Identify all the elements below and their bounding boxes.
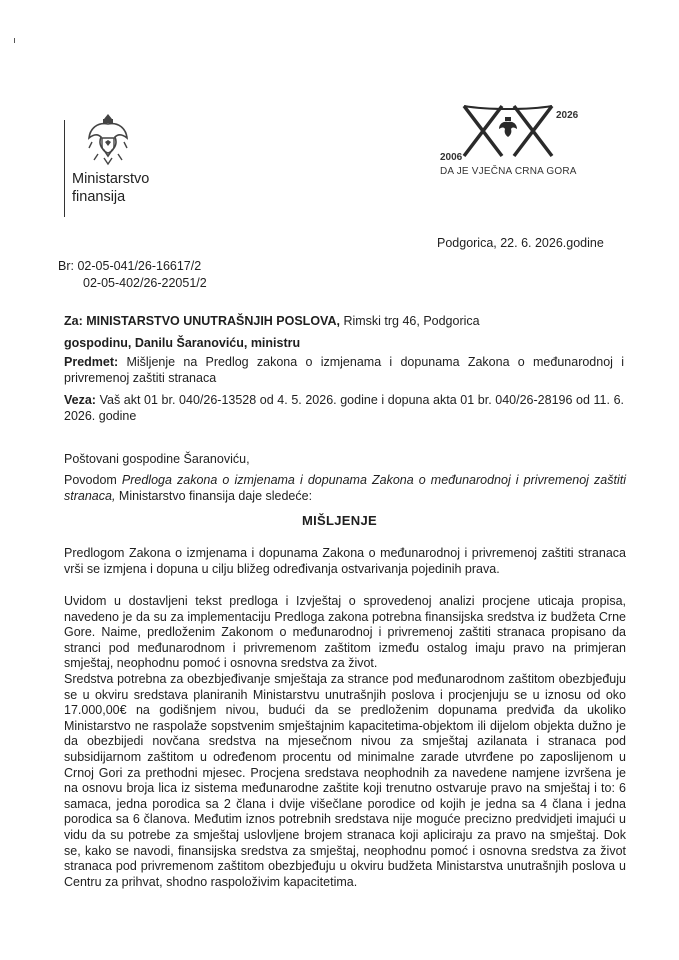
logo-year-start: 2006 [440,152,463,163]
ministry-name [72,170,149,206]
intro-prefix: Povodom [64,473,117,487]
intro-paragraph [64,473,626,504]
paragraph-1: Predlogom Zakona o izmjenama i dopunama Zakona o međunarodnoj i privremenoj zaštiti stranaca vrši se izmjena i dopuna u cilju bližeg određivanja ostvarivanja pojedinih prava. [64,546,626,576]
recipient-address: Rimski trg 46, Podgorica [343,314,480,328]
reference-block [64,392,624,424]
subject-label: Predmet: [64,355,119,369]
intro-italic: Predloga zakona o izmjenama i dopunama Zakona o međunarodnoj i privremenoj zaštiti stranaca, [64,473,626,503]
intro-suffix: Ministarstvo finansija daje sledeće: [118,488,313,503]
ref-number-2: 02-05-402/26-22051/2 [83,276,207,290]
reference-numbers [58,258,207,292]
ref-number-1: 02-05-041/26-16617/2 [77,259,202,273]
recipient-org: MINISTARSTVO UNUTRAŠNJIH POSLOVA, [86,314,340,328]
refs-label: Br: [58,259,74,273]
salutation: Poštovani gospodine Šaranoviću, [64,452,250,466]
anniversary-logo [436,100,606,180]
ministry-name-line1: Ministarstvo [72,171,150,187]
paragraph-2: Uvidom u dostavljeni tekst predloga i Izvještaj o sprovedenoj analizi procjene uticaja propisa, navedeno je da su za implementaciju Predloga zakona potrebna finansijska sredstva iz budžeta Crne Gore. Naime, predloženim Zakonom o međunarodnoj i privremenoj zaštiti stranaca propisano da stranci pod međunarodnom i privremenom zaštitom između ostalog imaju pravo na primjeran smještaj, neophodnu pomoć i osnovna sredstva za život. [64,594,626,671]
recipient-label: Za: [64,314,83,328]
subject-block [64,354,624,386]
header-rule [64,120,65,217]
opinion-title: MIŠLJENJE [302,513,377,528]
reference-text: Vaš akt 01 br. 040/26-13528 od 4. 5. 2026. godine i dopuna akta 01 br. 040/26-28196 od 11. 6. 2026. godine [64,393,624,423]
place-and-date: Podgorica, 22. 6. 2026.godine [437,236,604,250]
subject-text: Mišljenje na Predlog zakona o izmjenama i dopunama Zakona o međunarodnoj i privremenoj zaštiti stranaca [64,355,624,385]
logo-slogan: DA JE VJEČNA CRNA GORA [440,166,577,177]
margin-mark [14,38,15,43]
recipient-line [64,313,624,329]
recipient-person: gospodinu, Danilu Šaranoviću, ministru [64,336,301,350]
reference-label: Veza: [64,393,96,407]
paragraph-3: Sredstva potrebna za obezbjeđivanje smještaja za strance pod međunarodnom zaštitom obezbjeđuju se u okviru sredstava planiranih Ministarstvu unutrašnjih poslova i procjenjuju se u iznosu od oko 17.000,00€ na godišnjem nivou, budući da se predloženim dopunama predviđa da ukoliko Ministarstvo ne raspolaže sopstvenim smještajnim kapacitetima-objektom ili dijelom objekta dužno je da obezbijedi novčana sredstva na mjesečnom nivou za smještaj azilanata i stranaca pod subsidijarnom zaštitom u određenom procentu od minimalne zarade utvrđene po zaposlijenom u Crnoj Gori za prethodni mjesec. Procjena sredstava neophodnih za navedene namjene izvršena je na osnovu broja lica iz sistema međunarodne zaštite koji trenutno ostvaruje pravo na smještaj i to: 6 samaca, jedna porodica sa 2 člana i dvije višečlane porodice od kojih je jedna sa 4 člana i jedna porodica sa 6 članova. Međutim iznos potrebnih sredstava nije moguće precizno predvidjeti imajući u vidu da su potrebe za smještaj uslovljene brojem stranaca koji apliciraju za pravo na smještaj. Dok se, kako se navodi, finansijska sredstva za smještaj, neophodnu pomoć i osnovna sredstva za život stranaca pod privremenom zaštitom obezbjeđuju u okviru budžeta Ministarstva unutrašnjih poslova u Centru za prihvat, shodno raspoloživim kapacitetima. [64,672,626,889]
ministry-header [64,112,184,222]
recipient-person-line [64,335,624,351]
logo-year-end: 2026 [556,110,579,121]
coat-of-arms-icon [86,112,130,166]
ministry-name-line2: finansija [72,189,126,205]
xx-logo-icon [458,100,558,162]
